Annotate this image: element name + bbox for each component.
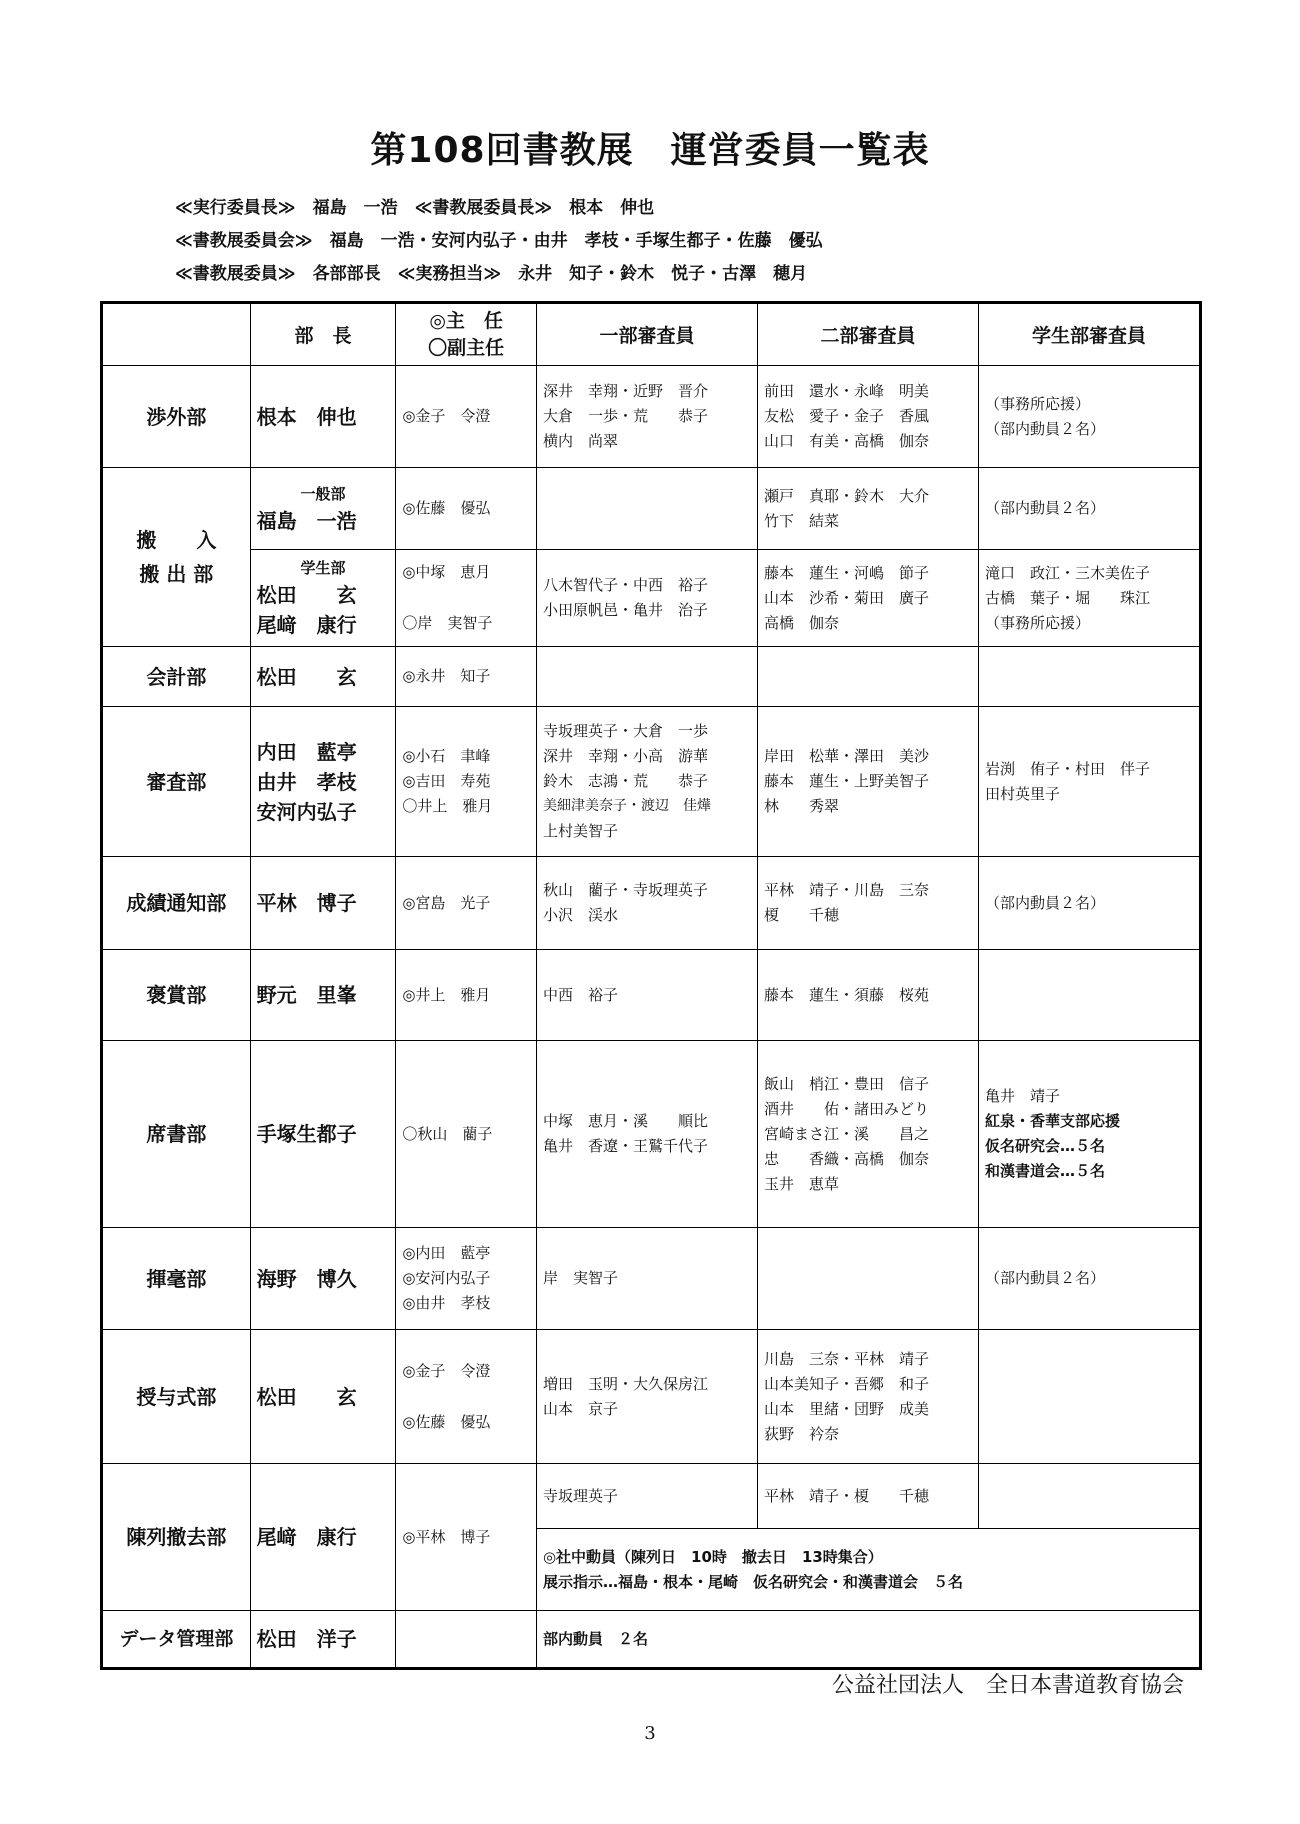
- note-cell: 部内動員 ２名: [536, 1611, 1200, 1669]
- judge2-cell: 川島 三奈・平林 靖子 山本美知子・吾郷 和子 山本 里緒・団野 成美 荻野 衿奈: [757, 1330, 978, 1464]
- table-row: [102, 950, 1201, 1041]
- chief-cell: 一般部 福島 一浩: [250, 468, 396, 550]
- judge2-cell: [757, 647, 978, 707]
- dept-cell: 陳列撤去部: [102, 1464, 251, 1611]
- table-row: [102, 366, 1201, 468]
- judge1-cell: 寺坂理英子・大倉 一歩 深井 幸翔・小高 游華 鈴木 志鴻・荒 恭子 美細津美奈子・渡辺 佳燁 上村美智子: [536, 707, 757, 857]
- dept-cell: 席書部: [102, 1041, 251, 1228]
- dept-cell: 授与式部: [102, 1330, 251, 1464]
- header-lead-sub: 〇副主任: [428, 336, 505, 359]
- dept-cell: 搬 入 搬 出 部: [102, 468, 251, 647]
- judge1-cell: 深井 幸翔・近野 晋介 大倉 一歩・荒 恭子 横内 尚翠: [536, 366, 757, 468]
- student-cell: （部内動員２名）: [978, 857, 1200, 950]
- table-row: [102, 1464, 1201, 1529]
- chief-cell: 手塚生都子: [250, 1041, 396, 1228]
- table-row: [102, 857, 1201, 950]
- lead-cell: ◎小石 聿峰 ◎吉田 寿苑 〇井上 雅月: [396, 707, 537, 857]
- chief-cell: 平林 博子: [250, 857, 396, 950]
- dept-cell: 褒賞部: [102, 950, 251, 1041]
- judge2-cell: [757, 1228, 978, 1330]
- note-cell: ◎社中動員（陳列日 10時 撤去日 13時集合） 展示指示…福島・根本・尾崎 仮名研究会・和漢書道会 ５名: [536, 1529, 1200, 1611]
- chief-cell: 野元 里峯: [250, 950, 396, 1041]
- judge1-cell: 中塚 恵月・溪 順比 亀井 香遼・王鷲千代子: [536, 1041, 757, 1228]
- table-row: [102, 550, 1201, 647]
- chief-cell: 尾﨑 康行: [250, 1464, 396, 1611]
- sub-division-label: 一般部: [300, 484, 346, 503]
- lead-cell: ◎井上 雅月: [396, 950, 537, 1041]
- chief-cell: 松田 玄: [250, 647, 396, 707]
- chief-cell: 松田 玄: [250, 1330, 396, 1464]
- header-judge2: 二部審査員: [757, 303, 978, 366]
- table-row: [102, 1228, 1201, 1330]
- judge2-cell: 平林 靖子・川島 三奈 榎 千穂: [757, 857, 978, 950]
- judge2-cell: 瀬戸 真耶・鈴木 大介 竹下 結菜: [757, 468, 978, 550]
- lead-cell: ◎永井 知子: [396, 647, 537, 707]
- organization-name: 公益社団法人 全日本書道教育協会: [831, 1673, 1184, 1698]
- lead-cell: ◎平林 博子: [396, 1464, 537, 1611]
- chief-cell: 学生部 松田 玄 尾﨑 康行: [250, 550, 396, 647]
- judge1-cell: 中西 裕子: [536, 950, 757, 1041]
- dept-cell: データ管理部: [102, 1611, 251, 1669]
- page-number: 3: [644, 1723, 656, 1744]
- judge2-cell: 岸田 松華・澤田 美沙 藤本 蓮生・上野美智子 林 秀翠: [757, 707, 978, 857]
- lead-cell: ◎中塚 恵月 〇岸 実智子: [396, 550, 537, 647]
- chief-cell: 海野 博久: [250, 1228, 396, 1330]
- student-cell: [978, 1464, 1200, 1529]
- judge1-cell: 増田 玉明・大久保房江 山本 京子: [536, 1330, 757, 1464]
- judge1-cell: 八木智代子・中西 裕子 小田原帆邑・亀井 治子: [536, 550, 757, 647]
- info-line-committee-chairs: ≪実行委員長≫ 福島 一浩 ≪書教展委員長≫ 根本 伸也: [175, 198, 655, 218]
- committee-table: [100, 301, 1202, 1670]
- student-cell: （部内動員２名）: [978, 1228, 1200, 1330]
- lead-cell: ◎佐藤 優弘: [396, 468, 537, 550]
- lead-cell: 〇秋山 藺子: [396, 1041, 537, 1228]
- header-lead-main: ◎主 任: [429, 309, 503, 332]
- page-title: 第108回書教展 運営委員一覧表: [370, 130, 930, 171]
- dept-cell: 揮毫部: [102, 1228, 251, 1330]
- student-cell: 滝口 政江・三木美佐子 古橋 葉子・堀 珠江 （事務所応援）: [978, 550, 1200, 647]
- dept-cell: 成績通知部: [102, 857, 251, 950]
- student-cell: 亀井 靖子 紅泉・香華支部応援 仮名研究会…５名 和漢書道会…５名: [978, 1041, 1200, 1228]
- table-row: [102, 1041, 1201, 1228]
- student-cell: [978, 1330, 1200, 1464]
- header-lead: [396, 303, 537, 366]
- judge2-cell: 藤本 蓮生・須藤 桜苑: [757, 950, 978, 1041]
- judge1-cell: 寺坂理英子: [536, 1464, 757, 1529]
- student-cell: 岩渕 侑子・村田 伴子 田村英里子: [978, 707, 1200, 857]
- student-cell: [978, 647, 1200, 707]
- table-row: [102, 707, 1201, 857]
- info-line-committee-members: ≪書教展委員会≫ 福島 一浩・安河内弘子・由井 孝枝・手塚生都子・佐藤 優弘: [175, 231, 823, 251]
- chief-cell: 内田 藍亭 由井 孝枝 安河内弘子: [250, 707, 396, 857]
- dept-cell: 渉外部: [102, 366, 251, 468]
- lead-cell: [396, 1611, 537, 1669]
- dept-cell: 審査部: [102, 707, 251, 857]
- header-dept: [102, 303, 251, 366]
- judge2-cell: 前田 還水・永峰 明美 友松 愛子・金子 香風 山口 有美・高橋 伽奈: [757, 366, 978, 468]
- judge2-cell: 藤本 蓮生・河嶋 節子 山本 沙希・菊田 廣子 高橋 伽奈: [757, 550, 978, 647]
- table-row: [102, 1611, 1201, 1669]
- judge1-cell: [536, 468, 757, 550]
- lead-cell: ◎金子 令澄: [396, 366, 537, 468]
- sub-division-label: 学生部: [300, 559, 346, 577]
- judge2-cell: 平林 靖子・榎 千穂: [757, 1464, 978, 1529]
- judge1-cell: 岸 実智子: [536, 1228, 757, 1330]
- judge1-cell: 秋山 藺子・寺坂理英子 小沢 渓水: [536, 857, 757, 950]
- header-judge1: 一部審査員: [536, 303, 757, 366]
- judge2-cell: 飯山 梢江・豊田 信子 酒井 佑・諸田みどり 宮崎まさ江・溪 昌之 忠 香織・高橋 伽奈 玉井 恵草: [757, 1041, 978, 1228]
- table-header-row: [102, 303, 1201, 366]
- judge1-cell: [536, 647, 757, 707]
- student-cell: [978, 950, 1200, 1041]
- chief-cell: 根本 伸也: [250, 366, 396, 468]
- chief-cell: 松田 洋子: [250, 1611, 396, 1669]
- lead-cell: ◎金子 令澄 ◎佐藤 優弘: [396, 1330, 537, 1464]
- lead-cell: ◎宮島 光子: [396, 857, 537, 950]
- dept-cell: 会計部: [102, 647, 251, 707]
- table-row: [102, 647, 1201, 707]
- student-cell: （部内動員２名）: [978, 468, 1200, 550]
- header-chief: 部 長: [250, 303, 396, 366]
- table-row: [102, 1330, 1201, 1464]
- lead-cell: ◎内田 藍亭 ◎安河内弘子 ◎由井 孝枝: [396, 1228, 537, 1330]
- header-student: 学生部審査員: [978, 303, 1200, 366]
- info-line-staff: ≪書教展委員≫ 各部部長 ≪実務担当≫ 永井 知子・鈴木 悦子・古澤 穂月: [175, 264, 808, 284]
- table-row: [102, 468, 1201, 550]
- student-cell: （事務所応援） （部内動員２名）: [978, 366, 1200, 468]
